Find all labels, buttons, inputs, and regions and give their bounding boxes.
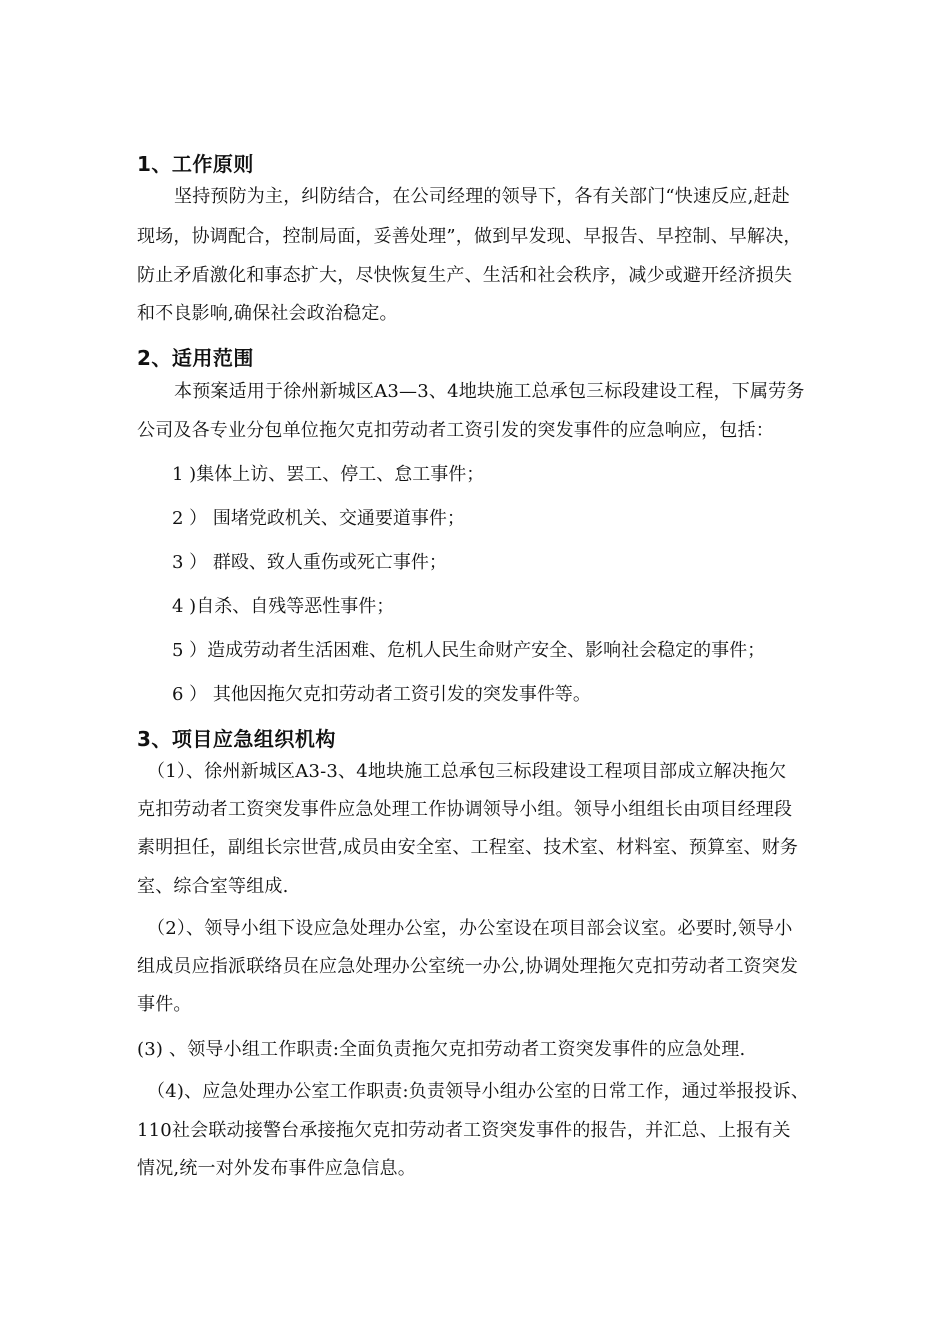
- section-2-heading: 2、适用范围: [137, 346, 254, 370]
- section-3-paragraph-1-line: 克扣劳动者工资突发事件应急处理工作协调领导小组。领导小组组长由项目经理段: [137, 799, 793, 820]
- scope-list-item: 6 ） 其他因拖欠克扣劳动者工资引发的突发事件等。: [172, 684, 591, 705]
- scope-list-item: 1 )集体上访、罢工、停工、怠工事件；: [172, 464, 485, 485]
- section-2-line: 本预案适用于徐州新城区A3—3、4地块施工总承包三标段建设工程，下属劳务: [174, 381, 805, 402]
- section-3-paragraph-2-line: 事件。: [137, 994, 192, 1015]
- section-1-line: 防止矛盾激化和事态扩大，尽快恢复生产、生活和社会秩序，减少或避开经济损失: [137, 265, 793, 286]
- scope-list-item: 4 )自杀、自残等恶性事件；: [172, 596, 395, 617]
- section-3-paragraph-2-line: （2）、领导小组下设应急处理办公室，办公室设在项目部会议室。必要时,领导小: [147, 918, 793, 939]
- section-3-paragraph-4-line: （4)、应急处理办公室工作职责:负责领导小组办公室的日常工作，通过举报投诉、: [147, 1081, 810, 1102]
- section-1-heading: 1、工作原则: [137, 152, 254, 176]
- section-1-line: 现场，协调配合，控制局面，妥善处理”，做到早发现、早报告、早控制、早解决，: [137, 226, 802, 247]
- section-3-paragraph-1-line: 室、综合室等组成.: [137, 876, 289, 897]
- section-3-paragraph-2-line: 组成员应指派联络员在应急处理办公室统一办公,协调处理拖欠克扣劳动者工资突发: [137, 956, 799, 977]
- section-1-line: 坚持预防为主，纠防结合，在公司经理的领导下，各有关部门“快速反应,赶赴: [174, 186, 790, 207]
- section-1-line: 和不良影响,确保社会政治稳定。: [137, 303, 398, 324]
- section-3-heading: 3、项目应急组织机构: [137, 727, 336, 751]
- scope-list-item: 5 ）造成劳动者生活困难、危机人民生命财产安全、影响社会稳定的事件；: [172, 640, 766, 661]
- section-3-paragraph-4-line: 情况,统一对外发布事件应急信息。: [137, 1158, 416, 1179]
- scope-list-item: 2 ） 围堵党政机关、交通要道事件；: [172, 508, 465, 529]
- section-3-paragraph-1-line: 素明担任，副组长宗世营,成员由安全室、工程室、技术室、材料室、预算室、财务: [137, 837, 799, 858]
- section-3-paragraph-1-line: （1）、徐州新城区A3-3、4地块施工总承包三标段建设工程项目部成立解决拖欠: [147, 761, 787, 782]
- section-3-paragraph-4-line: 110社会联动接警台承接拖欠克扣劳动者工资突发事件的报告，并汇总、上报有关: [137, 1120, 791, 1141]
- scope-list-item: 3 ） 群殴、致人重伤或死亡事件；: [172, 552, 447, 573]
- section-3-paragraph-3-line: (3) 、领导小组工作职责:全面负责拖欠克扣劳动者工资突发事件的应急处理.: [137, 1039, 746, 1060]
- section-2-line: 公司及各专业分包单位拖欠克扣劳动者工资引发的突发事件的应急响应，包括：: [137, 420, 774, 441]
